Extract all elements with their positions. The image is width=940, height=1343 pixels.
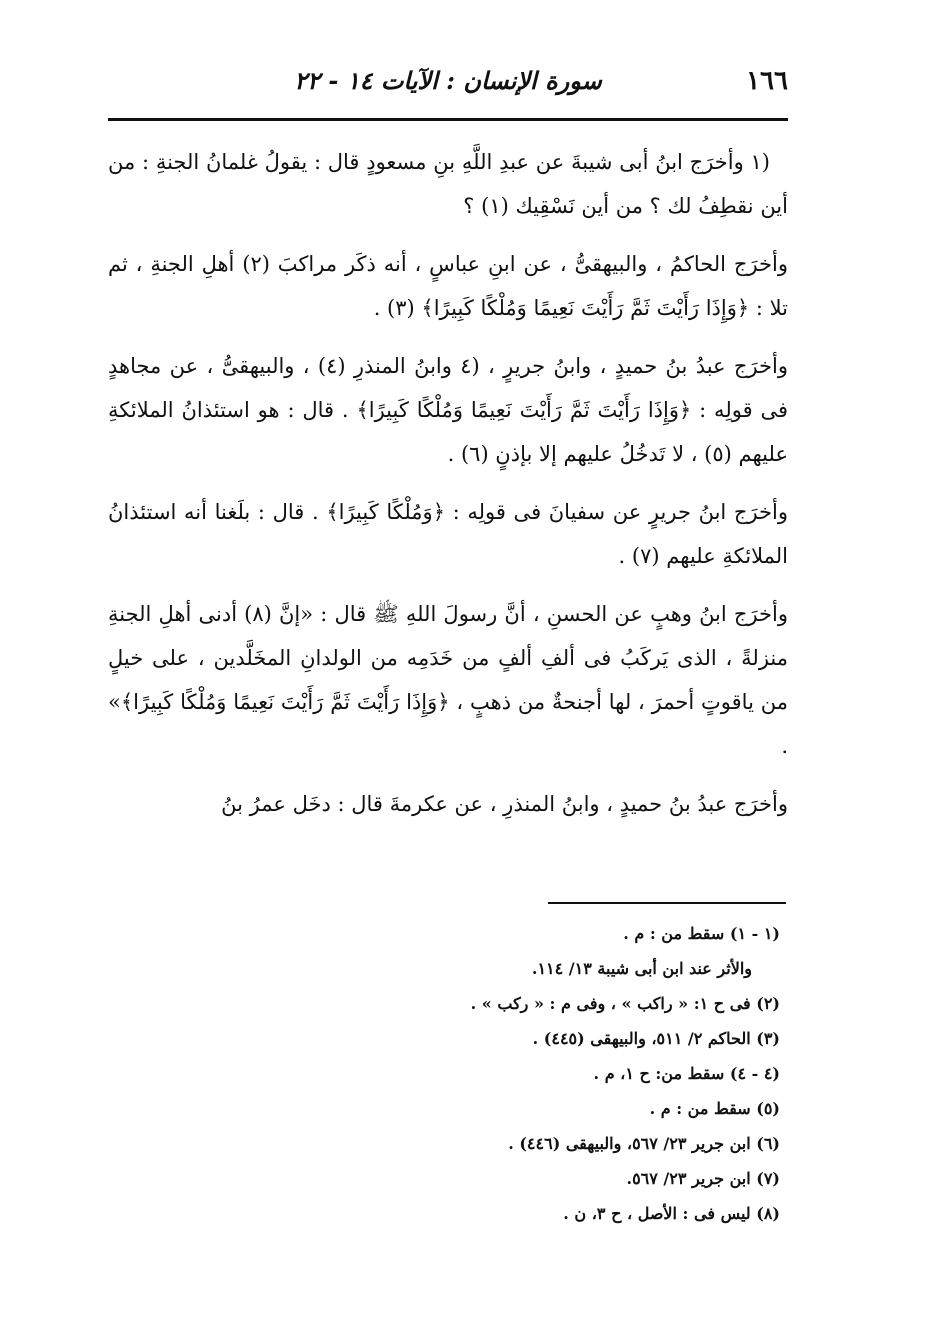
paragraph: وأخرَج الحاكمُ ، والبيهقىُّ ، عن ابنِ عباسٍ ، أنه ذكَر مراكبَ (٢) أهلِ الجنةِ ، ثم تلا : ﴿وَإِذَا رَأَيْتَ ثَمَّ رَأَيْتَ نَعِيمًا وَمُلْكًا كَبِيرًا﴾ (٣) . <box>108 252 788 320</box>
footnote: (٣) الحاكم ٢/ ٥١١، والبيهقى (٤٤٥) . <box>532 1029 780 1048</box>
footnote: (١ - ١) سقط من : م . <box>623 924 780 943</box>
paragraph: وأخرَج عبدُ بنُ حميدٍ ، وابنُ المنذرِ ، عن عكرمةَ قال : دخَل عمرُ بنُ <box>221 792 788 816</box>
footnote: (٥) سقط من : م . <box>649 1099 780 1118</box>
page-header <box>108 62 788 110</box>
footnote: (٧) ابن جرير ٢٣/ ٥٦٧. <box>626 1169 780 1188</box>
footnote: (٤ - ٤) سقط من: ح ١، م . <box>593 1064 780 1083</box>
page-number: ١٦٦ <box>746 66 788 96</box>
main-text <box>108 140 788 840</box>
footnotes <box>108 916 780 1231</box>
footnote-rule <box>548 902 786 904</box>
footnote: (٢) فى ح ١: « راكب » ، وفى م : « ركب » . <box>470 994 780 1013</box>
header-rule <box>108 118 788 121</box>
paragraph: وأخرَج عبدُ بنُ حميدٍ ، وابنُ جريرٍ ، (٤ وابنُ المنذرِ (٤) ، والبيهقىُّ ، عن مجاهدٍ فى قولِه : ﴿وَإِذَا رَأَيْتَ ثَمَّ رَأَيْتَ نَعِيمًا وَمُلْكًا كَبِيرًا﴾ . قال : هو استئذانُ الملائكةِ عليهم (٥) ، لا تَدخُلُ عليهم إلا بإذنٍ (٦) . <box>108 354 789 466</box>
paragraph: وأخرَج ابنُ وهبٍ عن الحسنِ ، أنَّ رسولَ اللهِ ﷺ قال : «إنَّ (٨) أدنى أهلِ الجنةِ منزلةً ، الذى يَركَبُ فى ألفِ ألفٍ من خَدَمِه من الولدانِ المخَلَّدين ، على خيلٍ من ياقوتٍ أحمرَ ، لها أجنحةٌ من ذهبٍ ، ﴿وَإِذَا رَأَيْتَ ثَمَّ رَأَيْتَ نَعِيمًا وَمُلْكًا كَبِيرًا﴾» . <box>108 602 788 758</box>
paragraph: (١ وأخرَج ابنُ أبى شيبةَ عن عبدِ اللَّهِ بنِ مسعودٍ قال : يقولُ غلمانُ الجنةِ : من أين نقطِفُ لك ؟ من أين نَسْقِيك (١) ؟ <box>108 150 788 218</box>
running-title: سورة الإنسان : الآيات ١٤ - ٢٢ <box>294 66 602 95</box>
footnote: والأثر عند ابن أبى شيبة ١٣/ ١١٤. <box>531 959 752 978</box>
footnote: (٦) ابن جرير ٢٣/ ٥٦٧، والبيهقى (٤٤٦) . <box>508 1134 780 1153</box>
footnote: (٨) ليس فى : الأصل ، ح ٣، ن . <box>563 1204 780 1223</box>
paragraph: وأخرَج ابنُ جريرٍ عن سفيانَ فى قولِه : ﴿وَمُلْكًا كَبِيرًا﴾ . قال : بلَغنا أنه استئذانُ الملائكةِ عليهم (٧) . <box>108 500 788 568</box>
